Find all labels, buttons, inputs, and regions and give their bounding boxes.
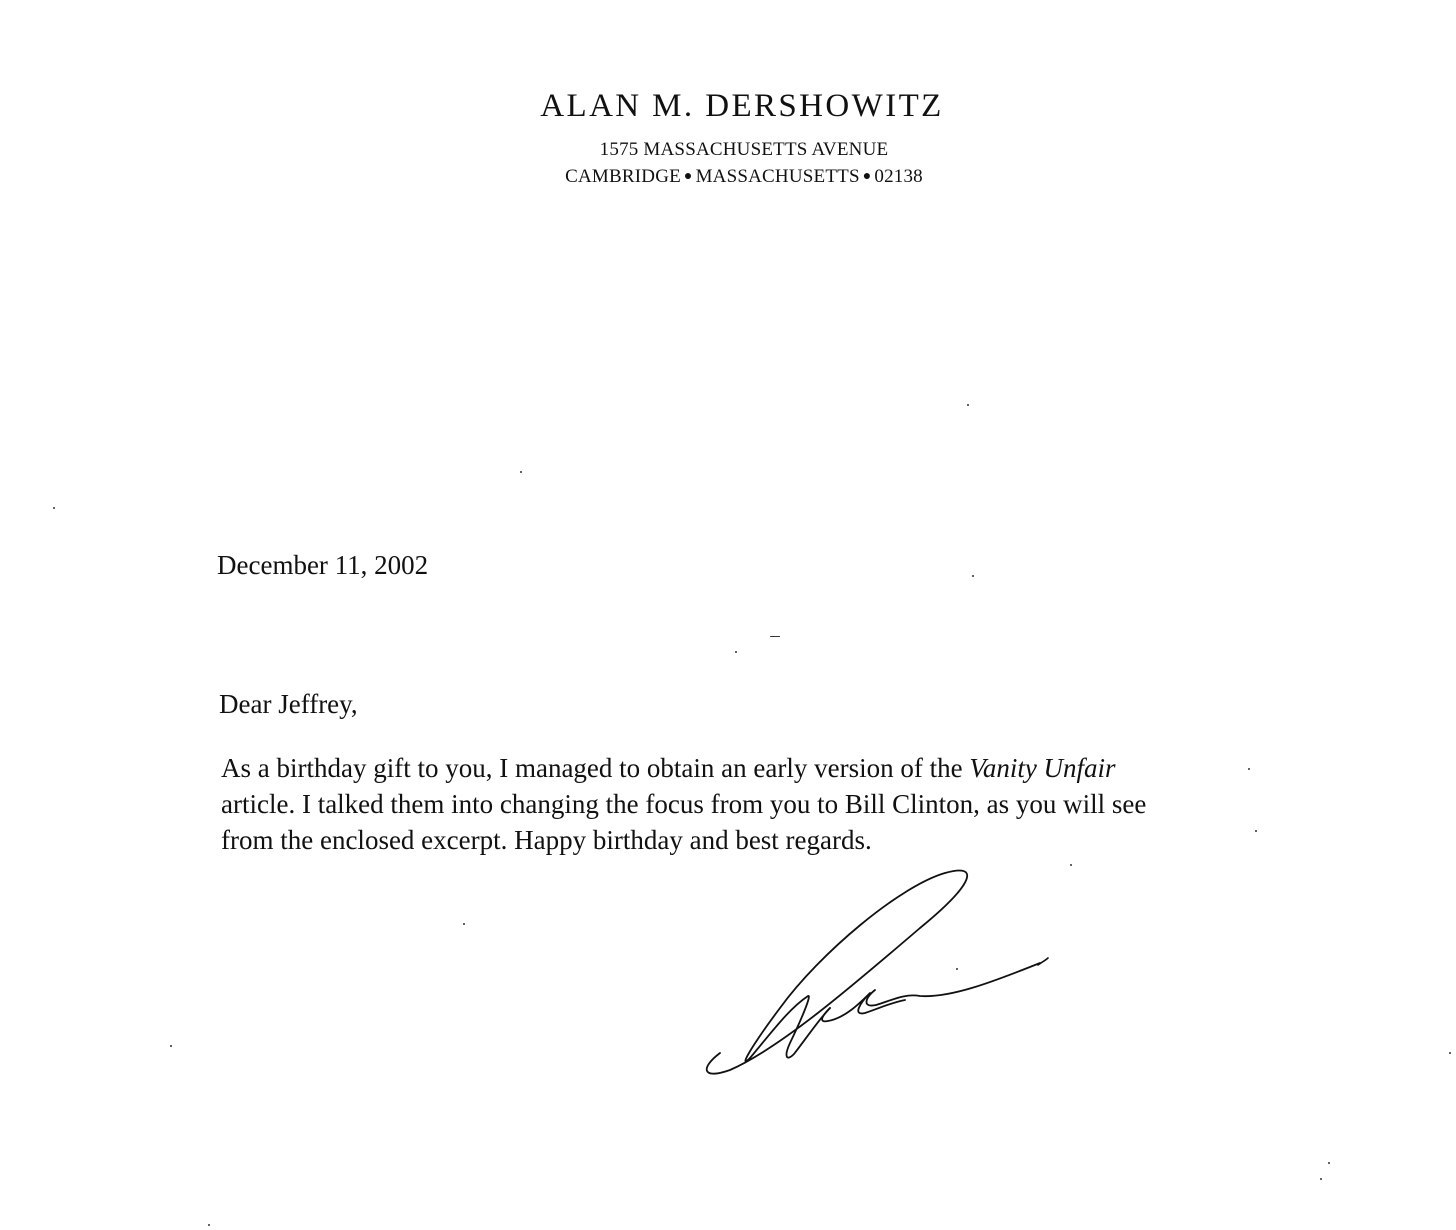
scan-speck	[463, 923, 465, 925]
publication-title: Vanity Unfair	[969, 753, 1116, 783]
letter-body	[221, 750, 1321, 858]
scan-speck	[956, 968, 958, 970]
scan-speck	[1449, 1052, 1451, 1054]
scan-speck	[170, 1045, 172, 1047]
scan-speck	[735, 651, 737, 653]
scan-speck	[208, 1224, 210, 1226]
scan-speck	[1248, 768, 1250, 770]
body-line-2: article. I talked them into changing the focus from you to Bill Clinton, as you will see	[221, 789, 1147, 819]
letterhead-city-line	[0, 166, 1456, 188]
letter-salutation: Dear Jeffrey,	[219, 689, 358, 719]
letterhead-zip: 02138	[874, 166, 923, 187]
signature-icon	[690, 858, 1060, 1083]
scan-speck	[53, 507, 55, 509]
letterhead-name: ALAN M. DERSHOWITZ	[540, 88, 944, 124]
scan-speck	[1070, 864, 1072, 866]
scan-speck	[520, 471, 522, 473]
scan-speck	[972, 575, 974, 577]
letterhead-street: 1575 MASSACHUSETTS AVENUE	[599, 139, 889, 160]
scan-speck	[770, 636, 780, 637]
separator-dot: ●	[862, 169, 872, 184]
scan-speck	[1255, 830, 1257, 832]
scan-speck	[1328, 1162, 1330, 1164]
body-line-1	[221, 750, 1321, 786]
body-line-1-text: As a birthday gift to you, I managed to obtain an early version of the	[221, 753, 970, 783]
letter-date: December 11, 2002	[217, 550, 429, 580]
letterhead-state: MASSACHUSETTS	[695, 166, 860, 187]
scan-speck	[1320, 1178, 1322, 1180]
separator-dot: ●	[683, 169, 693, 184]
letterhead-city: CAMBRIDGE	[565, 166, 681, 187]
body-line-3: from the enclosed excerpt. Happy birthday and best regards.	[221, 825, 872, 855]
scan-speck	[967, 404, 969, 406]
